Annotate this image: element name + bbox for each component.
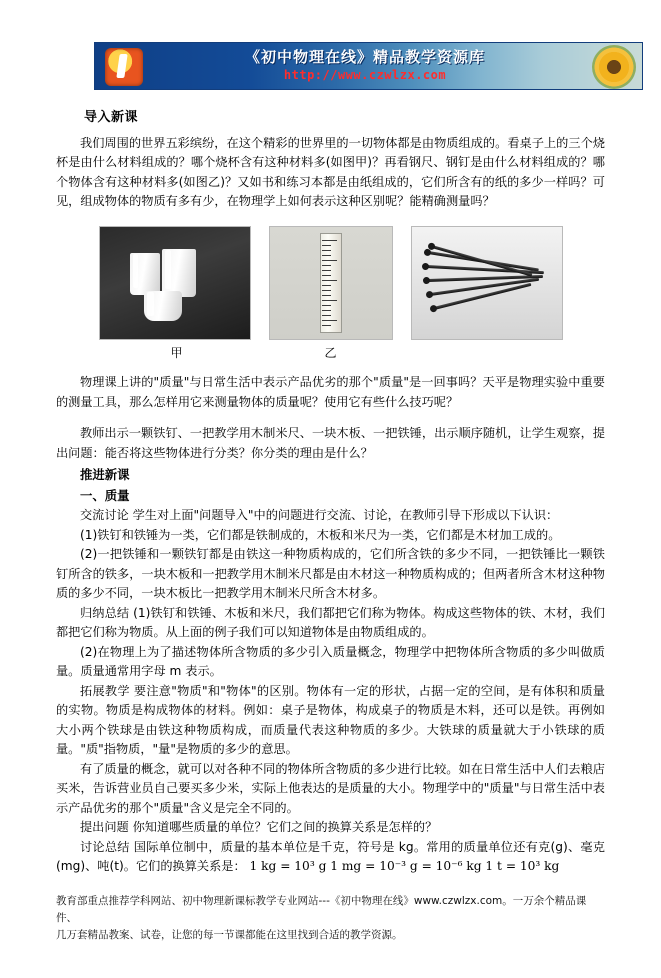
beaker-1 [130, 253, 160, 295]
page-footer [56, 893, 605, 944]
paragraph-2: 物理课上讲的"质量"与日常生活中表示产品优劣的那个"质量"是一回事吗？天平是物理实验中重要的测量工具，那么怎样用它来测量物体的质量呢？使用它有些什么技巧呢？ [56, 375, 605, 409]
banner-url[interactable]: http://www.czwlzx.com [283, 68, 447, 82]
caption-jia: 甲 [170, 345, 183, 360]
unit-conversions: 1 kg = 10³ g 1 mg = 10⁻³ g = 10⁻⁶ kg 1 t = 10³ kg [249, 859, 560, 873]
banner-title: 《初中物理在线》精品教学资源库 [244, 48, 485, 66]
paragraph-9: 拓展教学 要注意"物质"和"物体"的区别。物体有一定的形状，占据一定的空间，是有体积和质量的实物。物质是构成物体的材料。例如：桌子是物体，构成桌子的物质是木料，还可以是铁。再例如 大小两个铁球是由铁这种物质构成，而质量代表这种物质的多少。大铁球的质量就大于小铁球的质量。"质"指物质，"量"是物质的多少的意思。 [56, 683, 605, 756]
document-page [0, 42, 661, 978]
paragraph-3: 教师出示一颗铁钉、一把教学用木制米尺、一块木板、一把铁锤，出示顺序随机，让学生观察，提出问题：能否将这些物体进行分类？你分类的理由是什么？ [56, 426, 605, 460]
paragraph-10: 有了质量的概念，就可以对各种不同的物体所含物质的多少进行比较。如在日常生活中人们去粮店买米，告诉营业员自己要买多少米，实际上他表达的是质量的大小。物理学中的"质量"与日常生活中表示产品优劣的那个"质量"含义是完全不同的。 [56, 761, 605, 815]
nails-photo [411, 226, 563, 340]
beakers-photo [99, 226, 251, 340]
flame-logo-icon [105, 48, 143, 86]
paragraph-12-text: 讨论总结 国际单位制中，质量的基本单位是千克，符号是 kg。常用的质量单位还有克(g)、毫克(mg)、吨(t)。它们的换算关系是： [56, 839, 605, 873]
caption-yi: 乙 [324, 345, 337, 360]
steel-ruler-photo [269, 226, 393, 340]
paragraph-6: (2)一把铁锤和一颗铁钉都是由铁这一种物质构成的，它们所含铁的多少不同，一把铁锤比一颗铁钉所含的铁多，一块木板和一把教学用木制米尺都是由木材这一种物质构成的；但两者所含木材这种物质的多少不同，一块木板比一把教学用木制米尺所含木材多。 [56, 547, 605, 600]
section-one-title: 一、质量 [80, 487, 130, 503]
heading-intro: 导入新课 [84, 110, 139, 125]
figure-row [56, 226, 605, 340]
beaker-3 [144, 291, 182, 321]
paragraph-7: 归纳总结 (1)铁钉和铁锤、木板和米尺，我们都把它们称为物体。构成这些物体的铁、木材，我们都把它们称为物质。从上面的例子我们可以知道物体是由物质组成的。 [56, 605, 605, 639]
paragraph-5: (1)铁钉和铁锤为一类，它们都是铁制成的，木板和米尺为一类，它们都是木材加工成的。 [80, 527, 561, 542]
figure-captions [56, 344, 605, 364]
paragraph-1: 我们周围的世界五彩缤纷，在这个精彩的世界里的一切物体都是由物质组成的。看桌子上的三个烧杯是由什么材料组成的？哪个烧杯含有这种材料多(如图甲)？再看钢尺、钢钉是由什么材料组成的？哪个物体含有这种材料多(如图乙)？又如书和练习本都是由纸组成的，它们所含有的纸的多少一样吗？可见，组成物体的物质有多有少，在物理学上如何表示这种区别呢？能精确测量吗？ [56, 135, 605, 208]
paragraph-8: (2)在物理上为了描述物体所含物质的多少引入质量概念，物理学中把物体所含物质的多少叫做质量。质量通常用字母 m 表示。 [56, 644, 605, 678]
footer-line-1: 教育部重点推荐学科网站、初中物理新课标教学专业网站---《初中物理在线》www.czwlzx.com。一万余个精品课件、 [56, 895, 587, 924]
heading-new-lesson: 推进新课 [80, 467, 130, 482]
caption-empty [410, 344, 560, 364]
paragraph-4: 交流讨论 学生对上面"问题导入"中的问题进行交流、讨论，在教师引导下形成以下认识： [80, 508, 559, 522]
paragraph-11: 提出问题 你知道哪些质量的单位？它们之间的换算关系是怎样的？ [80, 820, 438, 834]
site-banner [94, 42, 643, 90]
beaker-2 [162, 249, 196, 297]
footer-line-2: 几万套精品教案、试卷，让您的每一节课都能在这里找到合适的教学资源。 [56, 929, 403, 941]
document-body [56, 108, 605, 877]
sunflower-icon [592, 45, 636, 89]
paragraph-12 [56, 838, 605, 877]
ruler-graphic [320, 233, 342, 333]
banner-text-block [155, 47, 575, 83]
